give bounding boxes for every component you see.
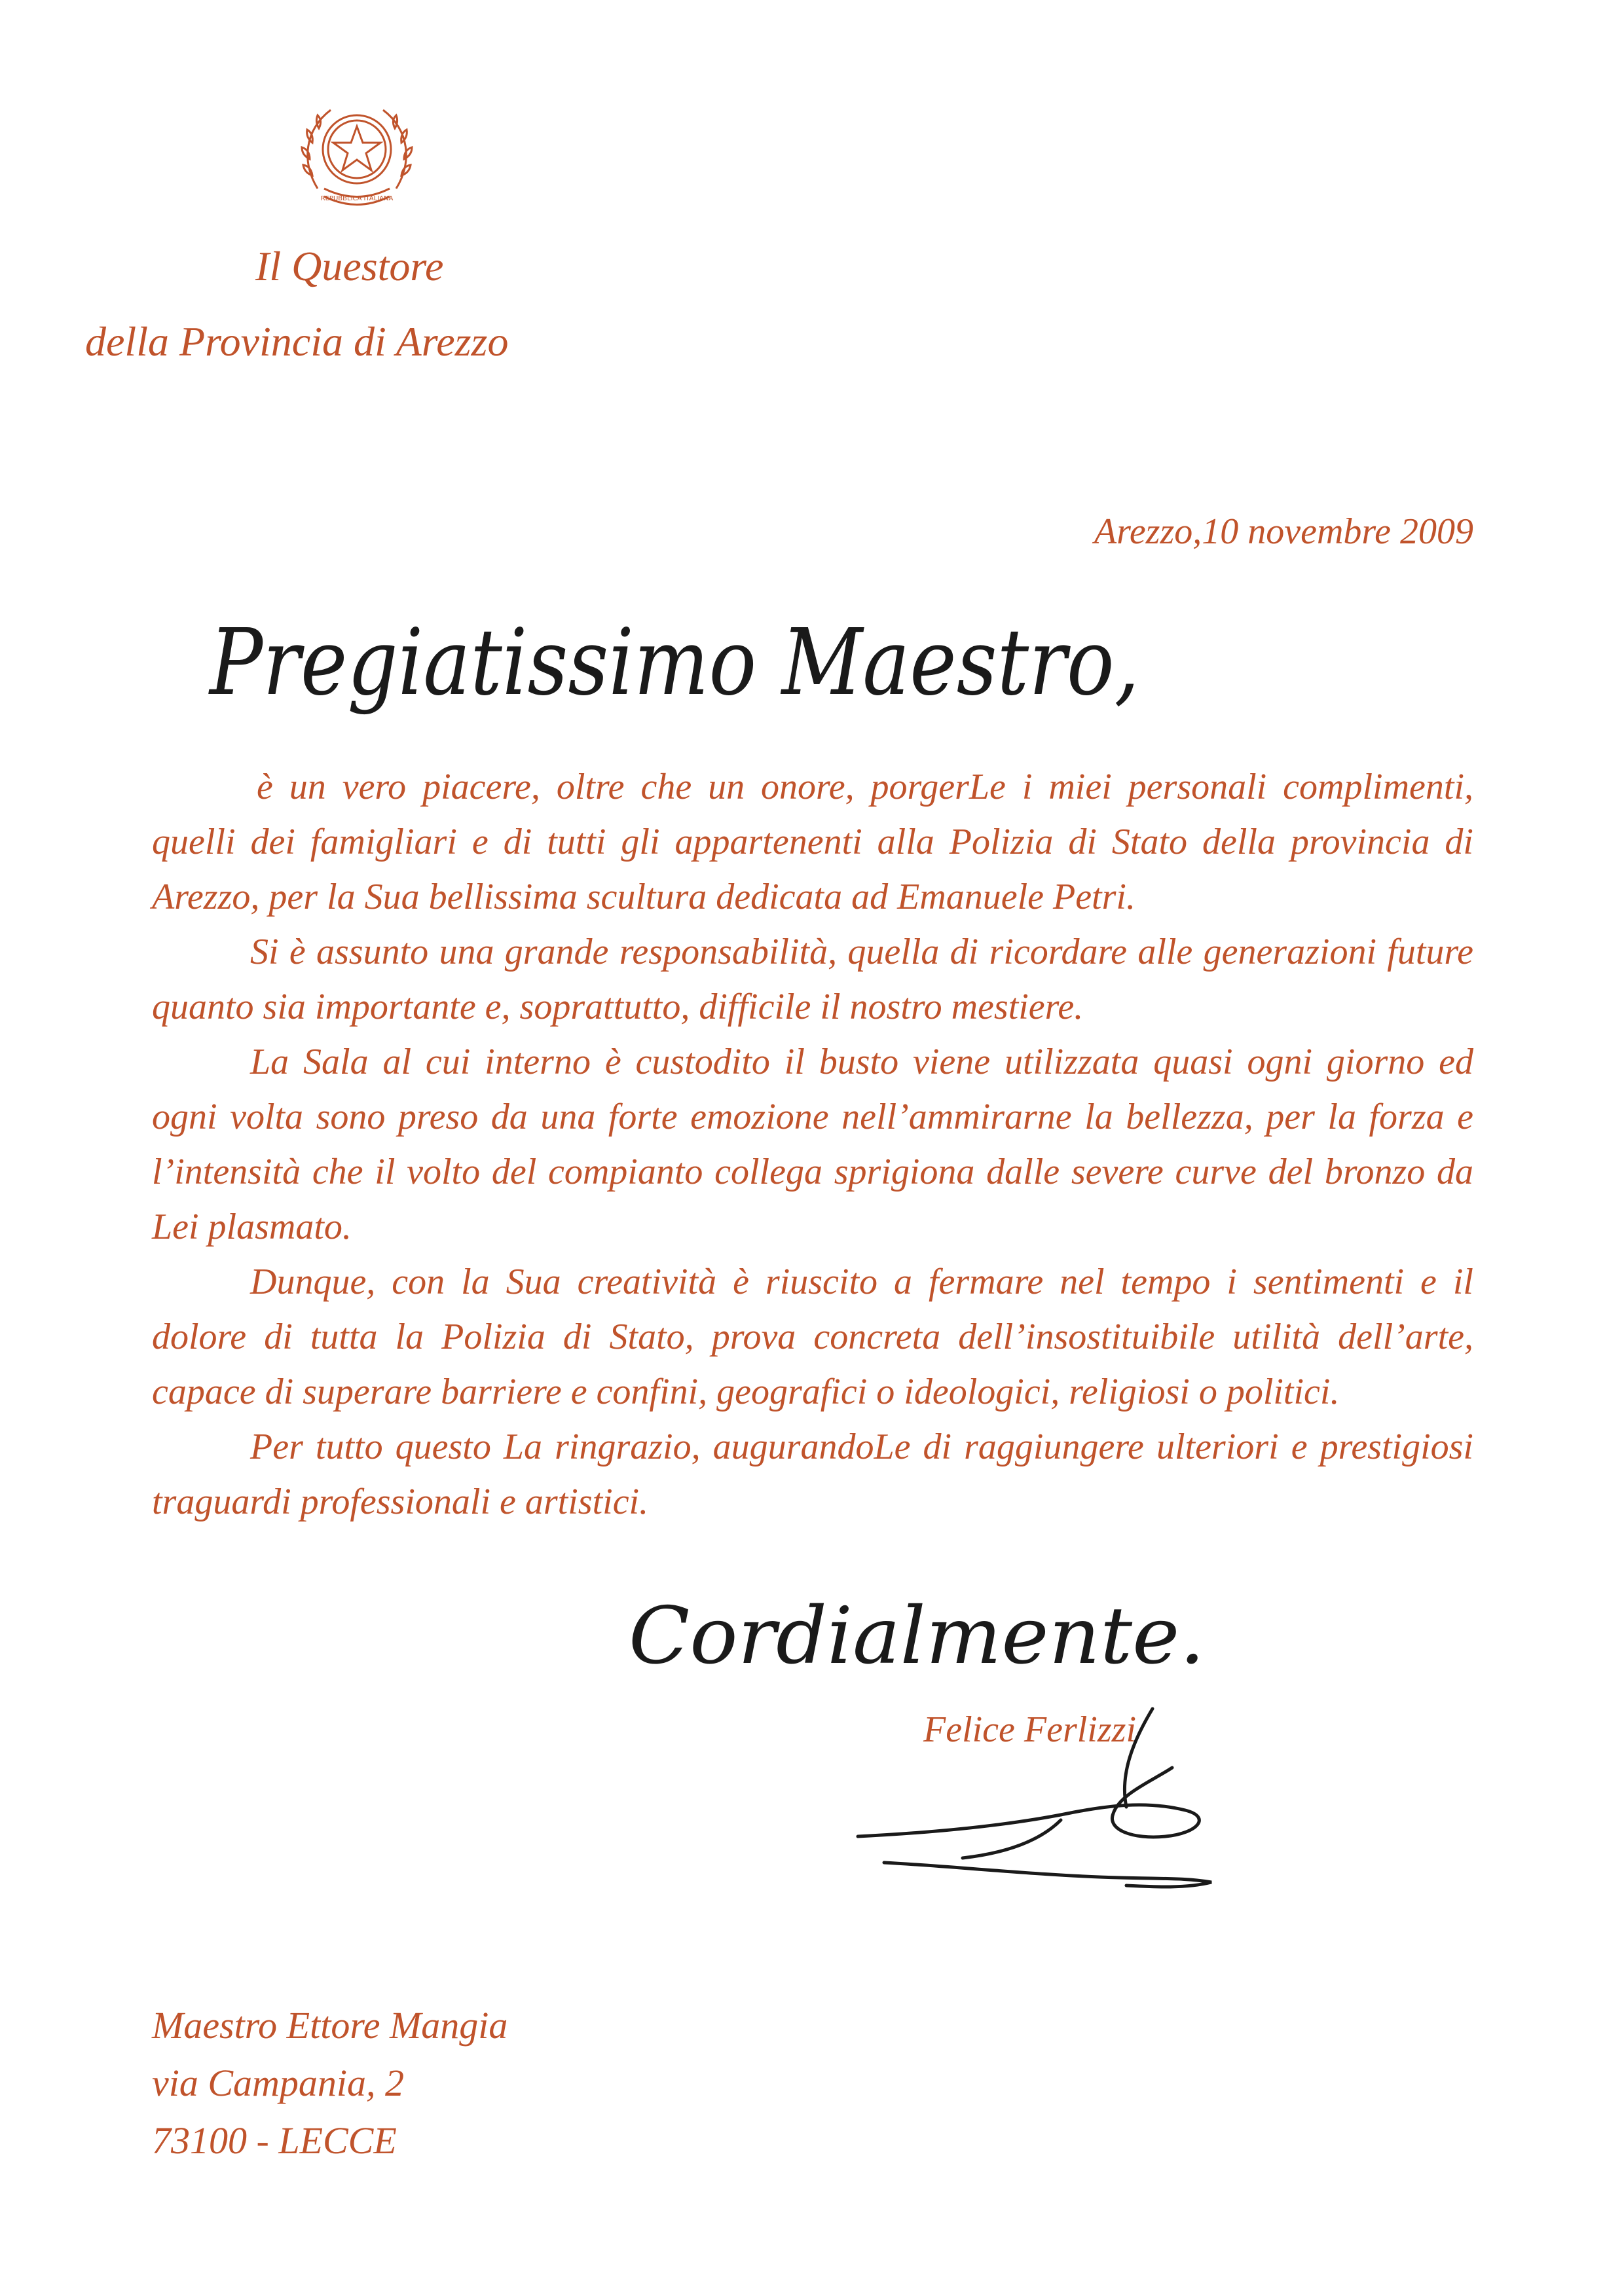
address-line-name: Maestro Ettore Mangia [152,2004,508,2047]
signer-name: Felice Ferlizzi [923,1709,1137,1750]
letter-date: Arezzo,10 novembre 2009 [1094,511,1473,552]
letterhead-subtitle: della Provincia di Arezzo [85,318,509,365]
republic-emblem-icon [298,90,416,221]
letter-body [152,759,1473,1529]
closing-text: Cordialmente. [629,1591,1205,1682]
handwritten-signature [845,1702,1238,1905]
body-paragraph-1: è un vero piacere, oltre che un onore, porgerLe i miei personali complimenti, quelli dei famigliari e di tutti gli appartenenti alla Polizia di Stato della provincia di Arezzo, per la Sua bellissima scultura dedicata ad Emanuele Petri. [152,767,1473,917]
body-paragraph-4: Dunque, con la Sua creatività è riuscito a fermare nel tempo i sentimenti e il dolore di tutta la Polizia di Stato, prova concreta dell’insostituibile utilità dell’arte, capace di superare barriere e confini, geografici o ideologici, religiosi o politici. [152,1262,1473,1412]
recipient-address [152,1997,507,2170]
body-paragraph-3: La Sala al cui interno è custodito il busto viene utilizzata quasi ogni giorno ed ogni volta sono preso da una forte emozione nell’ammirarne la bellezza, per la forza e l’intensità che il volto del compianto collega sprigiona dalle severe curve del bronzo da Lei plasmato. [152,1042,1473,1247]
handwritten-closing [629,1584,1257,1689]
letterhead-title: Il Questore [255,243,444,289]
body-paragraph-5: Per tutto questo La ringrazio, augurandoLe di raggiungere ulteriori e prestigiosi traguardi professionali e artistici. [152,1427,1473,1522]
emblem-ribbon-text: REPUBBLICA ITALIANA [320,195,394,202]
salutation-text: Pregiatissimo Maestro, [208,610,1140,716]
handwritten-salutation [210,609,1159,720]
body-paragraph-2: Si è assunto una grande responsabilità, quella di ricordare alle generazioni future quanto sia importante e, soprattutto, difficile il nostro mestiere. [152,932,1473,1027]
address-line-city: 73100 - LECCE [152,2119,397,2162]
address-line-street: via Campania, 2 [152,2062,405,2104]
